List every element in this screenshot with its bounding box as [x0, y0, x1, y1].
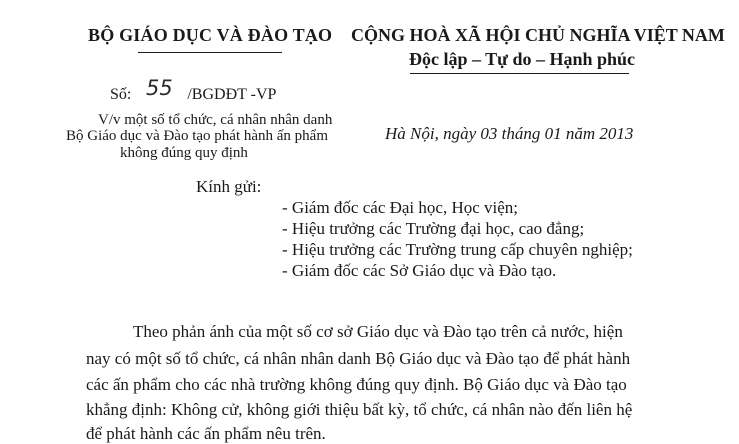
ministry-underline: [138, 52, 282, 53]
subject-line: không đúng quy định: [120, 145, 248, 161]
recipient-item: - Hiệu trưởng các Trường trung cấp chuyên nghiệp;: [282, 240, 633, 259]
republic-name: CỘNG HOÀ XÃ HỘI CHỦ NGHĨA VIỆT NAM: [351, 25, 725, 45]
motto-underline: [410, 73, 629, 74]
document-number-prefix: Số:: [110, 86, 132, 103]
recipient-item: - Giám đốc các Sở Giáo dục và Đào tạo.: [282, 261, 557, 280]
body-line: khẳng định: Không cử, không giới thiệu bất kỳ, tổ chức, cá nhân nào đến liên hệ: [86, 400, 633, 419]
recipient-item: - Giám đốc các Đại học, Học viện;: [282, 198, 519, 217]
body-line: các ấn phẩm cho các nhà trường không đúng quy định. Bộ Giáo dục và Đào tạo: [86, 375, 627, 394]
body-line: Theo phản ánh của một số cơ sở Giáo dục và Đào tạo trên cả nước, hiện: [133, 322, 623, 341]
ministry-name: BỘ GIÁO DỤC VÀ ĐÀO TẠO: [88, 25, 333, 45]
dateline: Hà Nội, ngày 03 tháng 01 năm 2013: [385, 124, 634, 143]
body-line: để phát hành các ấn phẩm nêu trên.: [86, 424, 326, 443]
document-number-handwritten: 55: [145, 76, 173, 100]
greeting: Kính gửi:: [196, 177, 262, 196]
body-line: nay có một số tổ chức, cá nhân nhân danh Bộ Giáo dục và Đào tạo để phát hành: [86, 349, 631, 368]
national-motto: Độc lập – Tự do – Hạnh phúc: [409, 49, 636, 69]
document-number-suffix: /BGDĐT -VP: [187, 86, 277, 103]
document-number: [110, 76, 277, 104]
recipient-item: - Hiệu trưởng các Trường đại học, cao đẳng;: [282, 219, 585, 238]
subject-line: V/v một số tổ chức, cá nhân nhân danh: [98, 112, 333, 128]
subject-line: Bộ Giáo dục và Đào tạo phát hành ấn phẩm: [66, 128, 329, 144]
